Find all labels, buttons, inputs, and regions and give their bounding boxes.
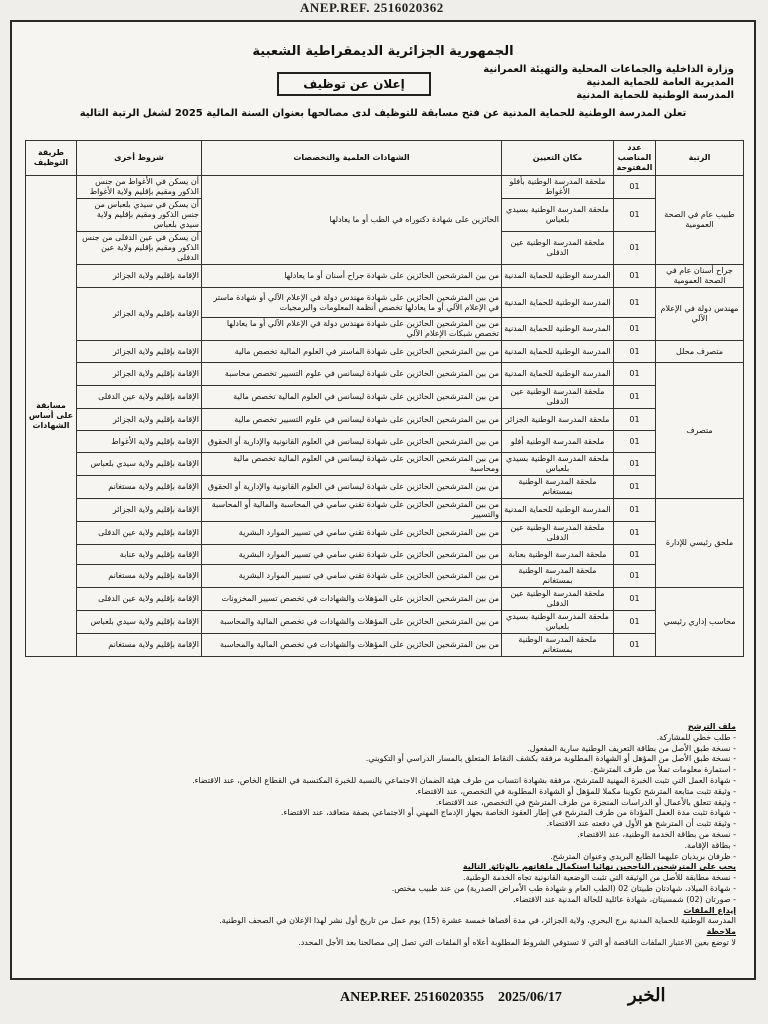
cell-diploma: من بين المترشحين الحائزين على شهادة جراح أسنان أو ما يعادلها xyxy=(202,265,502,288)
cell-posts: 01 xyxy=(614,232,656,265)
positions-table xyxy=(25,140,744,657)
cell-location: ملحقة المدرسة الوطنية عين الدفلى xyxy=(502,386,614,409)
cell-posts: 01 xyxy=(614,431,656,453)
table-row xyxy=(26,176,744,199)
cell-diploma: من بين المترشحين الحائزين على المؤهلات والشهادات في تخصص المالية والمحاسبة xyxy=(202,611,502,634)
cell-conditions: الإقامة بإقليم ولاية عين الدفلى xyxy=(77,386,202,409)
cell-posts: 01 xyxy=(614,499,656,522)
cell-diploma: من بين المترشحين الحائزين على المؤهلات والشهادات في تخصص تسيير المخزونات xyxy=(202,588,502,611)
cell-location: ملحقة المدرسة الوطنية عين الدفلى xyxy=(502,522,614,545)
deposit-title: إيداع الملفات xyxy=(683,905,736,915)
deposit-text: المدرسة الوطنية للحماية المدنية برج البحري، ولاية الجزائر، في مدة أقصاها خمسة عشرة (15) يوم عمل من تاريخ أول نشر لهذا الإعلان في الصحف الوطنية. xyxy=(219,916,736,926)
table-row xyxy=(26,522,744,545)
list-item: - شهادة تثبت مدة العمل المؤداة من طرف المترشح في إطار العقود الخاصة بجهاز الإدماج المهني أو الاجتماعي بصفة متعاقد، عند الاقتضاء. xyxy=(280,808,736,818)
cell-conditions: الإقامة بإقليم ولاية الجزائر xyxy=(77,341,202,363)
cell-location: المدرسة الوطنية للحماية المدنية xyxy=(502,265,614,288)
table-row xyxy=(26,409,744,431)
footer-title: ملف الترشح xyxy=(687,722,736,731)
cell-conditions: الإقامة بإقليم ولاية عنابة xyxy=(77,545,202,565)
cell-conditions: الإقامة بإقليم ولاية عين الدفلى xyxy=(77,588,202,611)
cell-location: ملحقة المدرسة الوطنية بمستغانم xyxy=(502,634,614,657)
cell-diploma: من بين المترشحين الحائزين على شهادة ليسانس في العلوم المالية تخصص مالية ومحاسبة xyxy=(202,453,502,476)
school-name: المدرسة الوطنية للحماية المدنية xyxy=(576,90,734,101)
cell-diploma: من بين المترشحين الحائزين على شهادة ليسانس في علوم التسيير تخصص محاسبة xyxy=(202,363,502,386)
cell-conditions: الإقامة بإقليم ولاية مستغانم xyxy=(77,634,202,657)
list-item: - وثيقة تثبت متابعة المترشح تكوينا مكملا للمؤهل أو الشهادة المطلوبة في التخصص، عند الاقتضاء. xyxy=(415,786,736,796)
cell-grade: محاسب إداري رئيسي xyxy=(656,588,744,657)
list-item: - بطاقة الإقامة. xyxy=(684,840,736,850)
cell-conditions: الإقامة بإقليم ولاية الأغواط xyxy=(77,431,202,453)
newspaper-logo: الخبر xyxy=(628,985,666,1006)
table-row xyxy=(26,431,744,453)
list-item: - نسخة طبق الأصل من المؤهل أو الشهادة المطلوبة مرفقة بكشف النقاط المتعلق بالمسار الدراسي أو التكويني. xyxy=(365,754,736,764)
cell-conditions: أن يسكن في الأغواط من جنس الذكور ومقيم بإقليم ولاية الأغواط xyxy=(77,176,202,199)
after-title: يجب على المترشحين الناجحين نهائيا استكمال ملفاتهم بالوثائق التالية xyxy=(462,862,736,872)
cell-posts: 01 xyxy=(614,453,656,476)
table-body xyxy=(26,176,744,657)
cell-posts: 01 xyxy=(614,545,656,565)
header-conditions: شروط أخرى xyxy=(77,141,202,176)
cell-posts: 01 xyxy=(614,588,656,611)
cell-conditions: الإقامة بإقليم ولاية سيدي بلعباس xyxy=(77,611,202,634)
cell-grade: طبيب عام في الصحة العمومية xyxy=(656,176,744,265)
cell-location: ملحقة المدرسة الوطنية بسيدي بلعباس xyxy=(502,611,614,634)
directorate-name: المديرية العامة للحماية المدنية xyxy=(586,77,734,88)
cell-posts: 01 xyxy=(614,386,656,409)
table-header-row xyxy=(26,141,744,176)
announcement-frame xyxy=(10,20,756,980)
table-row xyxy=(26,588,744,611)
cell-grade: متصرف محلل xyxy=(656,341,744,363)
list-item: - استمارة معلومات تملأ من طرف المترشح. xyxy=(590,765,736,775)
table-row xyxy=(26,453,744,476)
cell-posts: 01 xyxy=(614,522,656,545)
list-item: - شهادة العمل التي تثبت الخبرة المهنية للمترشح، مرفقة بشهادة انتساب من طرف هيئة الضمان الاجتماعي بالنسبة للخبرة المكتسبة في القطاع الخاص، عند الاقتضاء. xyxy=(192,775,736,785)
cell-location: ملحقة المدرسة الوطنية بأفلو الأغواط xyxy=(502,176,614,199)
table-row xyxy=(26,565,744,588)
list-item: - وثيقة تتعلق بالأعمال أو الدراسات المنجزة من طرف المترشح في التخصص، عند الاقتضاء. xyxy=(435,797,736,807)
table-row xyxy=(26,288,744,318)
list-item: - نسخة مطابقة للأصل من الوثيقة التي تثبت الوضعية القانونية تجاه الخدمة الوطنية. xyxy=(463,873,736,883)
cell-conditions: الإقامة بإقليم ولاية مستغانم xyxy=(77,565,202,588)
cell-location: المدرسة الوطنية للحماية المدنية xyxy=(502,288,614,318)
cell-location: ملحقة المدرسة الوطنية عين الدفلى xyxy=(502,588,614,611)
cell-location: المدرسة الوطنية للحماية المدنية xyxy=(502,318,614,341)
table-row xyxy=(26,265,744,288)
cell-diploma: من بين المترشحين الحائزين على المؤهلات والشهادات في تخصص المالية والمحاسبة xyxy=(202,634,502,657)
after-items xyxy=(30,873,736,905)
cell-conditions: الإقامة بإقليم ولاية الجزائر xyxy=(77,409,202,431)
list-item: - نسخة طبق الأصل من بطاقة التعريف الوطنية سارية المفعول. xyxy=(527,743,736,753)
intro-text: تعلن المدرسة الوطنية للحماية المدنية عن فتح مسابقة للتوظيف لدى مصالحها بعنوان السنة المالية 2025 لشغل الرتبة التالية xyxy=(79,108,687,119)
top-reference: ANEP.REF. 2516020362 xyxy=(300,0,444,15)
cell-posts: 01 xyxy=(614,363,656,386)
cell-conditions: الإقامة بإقليم ولاية الجزائر xyxy=(77,499,202,522)
cell-posts: 01 xyxy=(614,634,656,657)
list-item: - نسخة من بطاقة الخدمة الوطنية، عند الاقتضاء. xyxy=(577,829,736,839)
cell-posts: 01 xyxy=(614,409,656,431)
cell-conditions: الإقامة بإقليم ولاية عين الدفلى xyxy=(77,522,202,545)
announcement-title: إعلان عن توظيف xyxy=(277,72,431,96)
cell-posts: 01 xyxy=(614,176,656,199)
table-row xyxy=(26,634,744,657)
cell-conditions: الإقامة بإقليم ولاية سيدي بلعباس xyxy=(77,453,202,476)
cell-diploma: من بين المترشحين الحائزين على شهادة تقني سامي في تسيير الموارد البشرية xyxy=(202,522,502,545)
footer-items xyxy=(30,733,736,863)
cell-posts: 01 xyxy=(614,565,656,588)
cell-location: المدرسة الوطنية للحماية المدنية xyxy=(502,363,614,386)
header-diploma: الشهادات العلمية والتخصصات xyxy=(202,141,502,176)
cell-location: ملحقة المدرسة الوطنية بعنابة xyxy=(502,545,614,565)
cell-location: المدرسة الوطنية للحماية المدنية xyxy=(502,499,614,522)
header-grade: الرتبة xyxy=(656,141,744,176)
cell-diploma: من بين المترشحين الحائزين على شهادة ليسانس في العلوم المالية تخصص مالية xyxy=(202,386,502,409)
table-row xyxy=(26,476,744,499)
bottom-reference xyxy=(340,990,562,1006)
cell-location: ملحقة المدرسة الوطنية أفلو xyxy=(502,431,614,453)
table-row xyxy=(26,363,744,386)
header-method: طريقة التوظيف xyxy=(26,141,77,176)
list-item: - ظرفان بريديان عليهما الطابع البريدي وعنوان المترشح. xyxy=(550,851,736,861)
bottom-date: 2025/06/17 xyxy=(498,990,562,1005)
cell-conditions: الإقامة بإقليم ولاية الجزائر xyxy=(77,265,202,288)
cell-location: ملحقة المدرسة الوطنية الجزائر xyxy=(502,409,614,431)
list-item: - شهادة الميلاد، شهادتان طبيتان 02 (الطب العام و شهادة طب الأمراض الصدرية) من عند طبيب مختص. xyxy=(391,883,736,893)
republic-title: الجمهورية الجزائرية الديمقراطية الشعبية xyxy=(252,44,514,59)
cell-diploma: من بين المترشحين الحائزين على شهادة ليسانس في العلوم القانونية والإدارية أو الحقوق xyxy=(202,431,502,453)
cell-posts: 01 xyxy=(614,611,656,634)
cell-posts: 01 xyxy=(614,341,656,363)
bottom-ref: ANEP.REF. 2516020355 xyxy=(340,990,485,1005)
cell-location: ملحقة المدرسة الوطنية بمستغانم xyxy=(502,476,614,499)
cell-posts: 01 xyxy=(614,265,656,288)
table-row xyxy=(26,545,744,565)
cell-location: ملحقة المدرسة الوطنية بسيدي بلعباس xyxy=(502,453,614,476)
cell-conditions: الإقامة بإقليم ولاية الجزائر xyxy=(77,363,202,386)
cell-conditions: أن يسكن في عين الدفلى من جنس الذكور ومقيم بإقليم ولاية عين الدفلى xyxy=(77,232,202,265)
cell-method: مسابقة على أساس الشهادات xyxy=(26,176,77,657)
note-title: ملاحظة xyxy=(706,927,736,937)
cell-posts: 01 xyxy=(614,476,656,499)
note-text: لا توضع بعين الاعتبار الملفات الناقصة أو التي لا تستوفي الشروط المطلوبة أعلاه أو الملفات التي تصل إلى مصالحنا بعد الأجل المحدد. xyxy=(298,937,736,947)
cell-grade: ملحق رئيسي للإدارة xyxy=(656,499,744,588)
cell-diploma: من بين المترشحين الحائزين على شهادة مهندس دولة في الإعلام الآلي أو شهادة ماستر في الإعلام الآلي أو ما يعادلها تخصص أنظمة المعلومات والبرمجيات xyxy=(202,288,502,318)
cell-diploma: الحائزين على شهادة دكتوراه في الطب أو ما يعادلها xyxy=(202,176,502,265)
table-row xyxy=(26,386,744,409)
cell-conditions: الإقامة بإقليم ولاية مستغانم xyxy=(77,476,202,499)
cell-posts: 01 xyxy=(614,288,656,318)
ministry-name: وزارة الداخلية والجماعات المحلية والتهيئة العمرانية xyxy=(483,64,734,75)
list-item: - طلب خطي للمشاركة. xyxy=(656,732,736,742)
list-item: - صورتان (02) شمسيتان، شهادة عائلية للحالة المدنية عند الاقتضاء. xyxy=(512,894,736,904)
cell-diploma: من بين المترشحين الحائزين على شهادة تقني سامي في تسيير الموارد البشرية xyxy=(202,545,502,565)
cell-diploma: من بين المترشحين الحائزين على شهادة ليسانس في العلوم القانونية والإدارية أو الحقوق xyxy=(202,476,502,499)
header-posts: عدد المناصب المفتوحة xyxy=(614,141,656,176)
cell-location: ملحقة المدرسة الوطنية عين الدفلى xyxy=(502,232,614,265)
cell-grade: مهندس دولة في الإعلام الآلي xyxy=(656,288,744,341)
cell-diploma: من بين المترشحين الحائزين على شهادة تقني سامي في تسيير الموارد البشرية xyxy=(202,565,502,588)
table-row xyxy=(26,499,744,522)
cell-posts: 01 xyxy=(614,318,656,341)
cell-conditions: أن يسكن في سيدي بلعباس من جنس الذكور ومقيم بإقليم ولاية سيدي بلعباس xyxy=(77,199,202,232)
cell-diploma: من بين المترشحين الحائزين على شهادة ليسانس في علوم التسيير تخصص مالية xyxy=(202,409,502,431)
cell-conditions: الإقامة بإقليم ولاية الجزائر xyxy=(77,288,202,341)
cell-location: ملحقة المدرسة الوطنية بمستغانم xyxy=(502,565,614,588)
footer xyxy=(30,722,736,949)
list-item: - وثيقة تثبت أن المترشح هو الأول في دفعته عند الاقتضاء. xyxy=(546,819,736,829)
cell-location: المدرسة الوطنية للحماية المدنية xyxy=(502,341,614,363)
cell-diploma: من بين المترشحين الحائزين على شهادة تقني سامي في المحاسبة والمالية أو المحاسبة والتسيير xyxy=(202,499,502,522)
cell-diploma: من بين المترشحين الحائزين على شهادة مهندس دولة في الإعلام الآلي أو ما يعادلها تخصص شبكات الإعلام الآلي xyxy=(202,318,502,341)
cell-grade: متصرف xyxy=(656,363,744,499)
cell-diploma: من بين المترشحين الحائزين على شهادة الماستر في العلوم المالية تخصص مالية xyxy=(202,341,502,363)
table-row xyxy=(26,341,744,363)
cell-posts: 01 xyxy=(614,199,656,232)
cell-location: ملحقة المدرسة الوطنية بسيدي بلعباس xyxy=(502,199,614,232)
cell-grade: جراح أسنان عام في الصحة العمومية xyxy=(656,265,744,288)
table-row xyxy=(26,611,744,634)
header-location: مكان التعيين xyxy=(502,141,614,176)
